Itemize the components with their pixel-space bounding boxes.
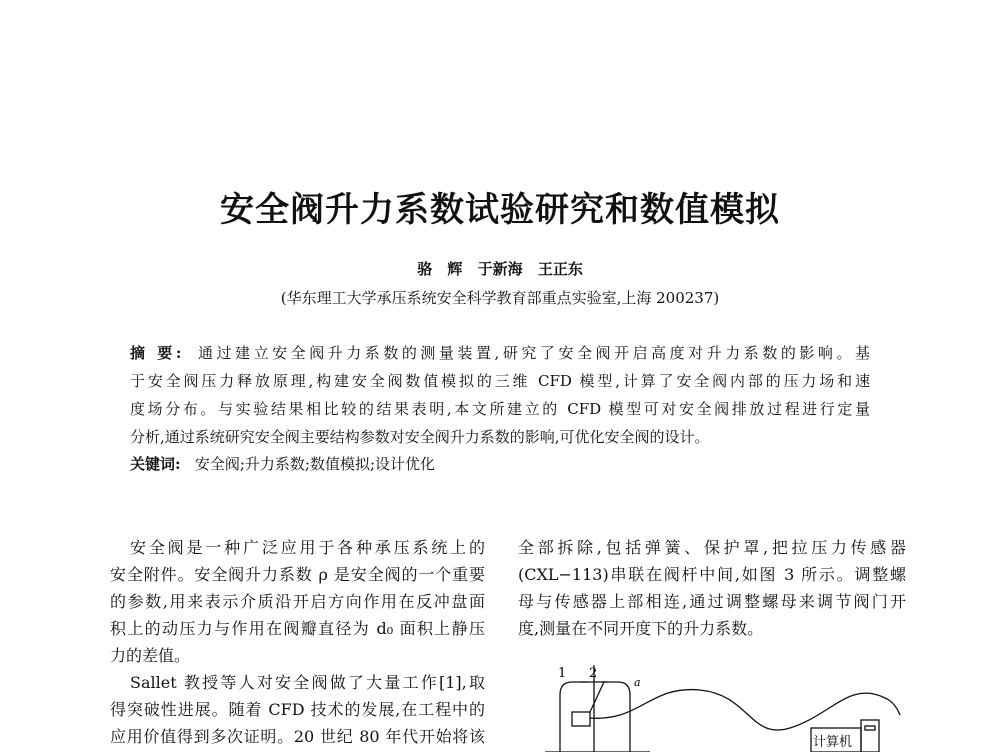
abstract-line: 于安全阀压力释放原理,构建安全阀数值模拟的三维 CFD 模型,计算了安全阀内部的压力场和速 — [130, 372, 870, 390]
abstract-line: 分析,通过系统研究安全阀主要结构参数对安全阀升力系数的影响,可优化安全阀的设计。 — [130, 428, 710, 446]
paper-title: 安全阀升力系数试验研究和数值模拟 — [220, 190, 780, 230]
abstract-label: 摘 要: — [130, 344, 182, 362]
body-line: 安全阀是一种广泛应用于各种承压系统上的 — [130, 538, 485, 557]
valve-frame — [560, 682, 630, 752]
abstract-line — [130, 342, 870, 363]
abstract-text: 通过建立安全阀升力系数的测量装置,研究了安全阀开启高度对升力系数的影响。基 — [197, 344, 870, 362]
computer-tower — [861, 720, 879, 752]
affiliation: (华东理工大学承压系统安全科学教育部重点实验室,上海 200237) — [280, 289, 720, 307]
body-line: 全部拆除,包括弹簧、保护罩,把拉压力传感器 — [518, 538, 906, 557]
body-line: 力的差值。 — [110, 646, 191, 665]
leader-line — [590, 682, 604, 712]
body-line: 度,测量在不同开度下的升力系数。 — [518, 619, 764, 638]
body-line: 安全附件。安全阀升力系数 ρ 是安全阀的一个重要 — [110, 565, 485, 584]
label-1: 1 — [558, 666, 567, 681]
body-line: 应用价值得到多次证明。20 世纪 80 年代开始将该 — [110, 727, 485, 746]
keywords — [130, 453, 630, 474]
body-line: 的参数,用来表示介质沿开启方向作用在反冲盘面 — [110, 592, 485, 611]
body-line: 母与传感器上部相连,通过调整螺母来调节阀门开 — [518, 592, 906, 611]
authors: 骆 辉 于新海 王正东 — [417, 260, 583, 278]
abstract-line: 度场分布。与实验结果相比较的结果表明,本文所建立的 CFD 模型可对安全阀排放过程进行定量 — [130, 400, 870, 418]
drive-slot — [865, 726, 875, 730]
signal-cable — [590, 690, 900, 730]
body-line: (CXL−113)串联在阀杆中间,如图 3 所示。调整螺 — [518, 565, 906, 584]
body-line: 积上的动压力与作用在阀瓣直径为 d₀ 面积上静压 — [110, 619, 485, 638]
label-a: a — [634, 676, 641, 689]
sensor-box — [572, 712, 590, 726]
body-line: Sallet 教授等人对安全阀做了大量工作[1],取 — [130, 673, 485, 692]
label-2: 2 — [589, 666, 598, 681]
body-line: 得突破性进展。随着 CFD 技术的发展,在工程中的 — [110, 700, 485, 719]
keywords-label: 关键词: — [130, 455, 181, 473]
computer-label: 计算机 — [813, 735, 853, 750]
keywords-text: 安全阀;升力系数;数值模拟;设计优化 — [194, 455, 436, 473]
figure-3-apparatus — [500, 660, 940, 752]
